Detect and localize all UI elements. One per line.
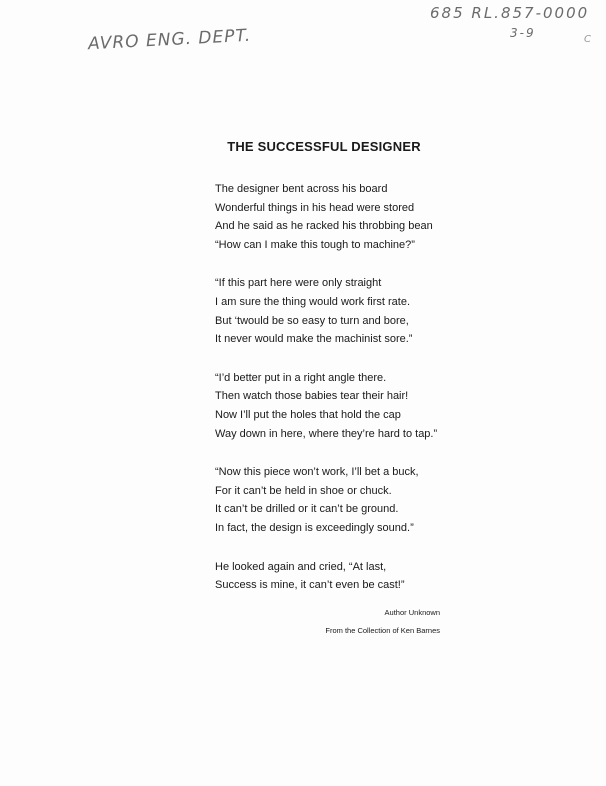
poem-line: “I’d better put in a right angle there.	[215, 371, 387, 384]
credits	[300, 604, 440, 640]
handwritten-mark: C	[584, 34, 592, 45]
stanza-2	[215, 274, 515, 348]
poem-line: “How can I make this tough to machine?”	[215, 238, 415, 251]
source-credit: From the Collection of Ken Barnes	[325, 626, 440, 635]
handwritten-department-note: AVRO ENG. DEPT.	[87, 25, 252, 55]
poem-line: He looked again and cried, “At last,	[215, 560, 387, 573]
poem-title: THE SUCCESSFUL DESIGNER	[227, 139, 421, 154]
poem-line: But ‘twould be so easy to turn and bore,	[215, 314, 409, 327]
poem-line: For it can’t be held in shoe or chuck.	[215, 484, 392, 497]
poem-line: Now I’ll put the holes that hold the cap	[215, 408, 401, 421]
poem-line: It never would make the machinist sore.”	[215, 333, 413, 346]
poem-line: “Now this piece won’t work, I’ll bet a buck,	[215, 466, 419, 479]
handwritten-date: 3-9	[510, 26, 536, 40]
handwritten-reference-number: 685 RL.857-0000	[430, 4, 590, 22]
poem-line: It can’t be drilled or it can’t be ground.	[215, 503, 399, 516]
poem-line: Then watch those babies tear their hair!	[215, 390, 409, 403]
poem-line: The designer bent across his board	[215, 183, 388, 195]
poem-line: And he said as he racked his throbbing bean	[215, 220, 433, 233]
poem-line: Wonderful things in his head were stored	[215, 201, 415, 214]
author-credit: Author Unknown	[384, 608, 440, 617]
poem-line: “If this part here were only straight	[215, 277, 382, 290]
stanza-4	[215, 463, 515, 537]
poem-body	[215, 180, 515, 615]
poem-line: I am sure the thing would work first rate.	[215, 295, 411, 308]
stanza-1	[215, 180, 515, 254]
stanza-5	[215, 558, 515, 595]
poem-line: Way down in here, where they’re hard to tap.”	[215, 427, 438, 440]
poem-line: Success is mine, it can’t even be cast!”	[215, 579, 405, 592]
stanza-3	[215, 369, 515, 443]
poem-line: In fact, the design is exceedingly sound.”	[215, 521, 414, 534]
